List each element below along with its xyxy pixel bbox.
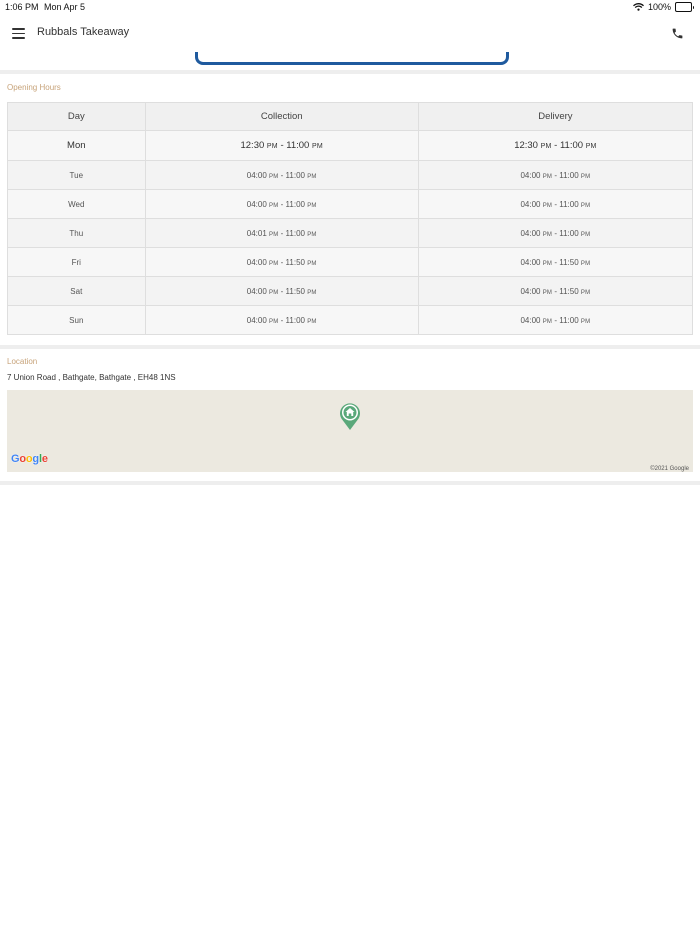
app-header	[0, 16, 700, 52]
start-time: 04:00	[520, 315, 541, 325]
start-time: 04:00	[246, 199, 267, 209]
hamburger-menu-icon[interactable]	[12, 28, 25, 39]
time-separator: -	[551, 140, 560, 151]
opening-hours-body	[8, 131, 693, 335]
end-period: PM	[580, 231, 591, 238]
end-time: 11:00	[559, 199, 579, 209]
collection-hours-cell	[145, 277, 418, 306]
start-period: PM	[269, 202, 279, 209]
start-period: PM	[542, 173, 553, 180]
home-map-pin-icon[interactable]	[338, 401, 362, 431]
google-logo: Google	[11, 453, 48, 465]
status-right	[633, 2, 694, 12]
end-time: 11:00	[559, 315, 579, 325]
map-copyright: ©2021 Google	[650, 466, 689, 472]
phone-icon[interactable]	[671, 27, 684, 40]
battery-icon	[675, 2, 694, 12]
collection-hours-cell	[145, 219, 418, 248]
day-cell: Thu	[8, 219, 146, 248]
time-separator: -	[278, 315, 286, 325]
end-period: PM	[585, 143, 597, 150]
status-date: Mon Apr 5	[44, 2, 86, 12]
table-row	[8, 277, 693, 306]
end-period: PM	[311, 143, 323, 150]
opening-hours-table	[7, 102, 693, 335]
start-period: PM	[542, 318, 553, 325]
end-time: 11:00	[559, 140, 584, 151]
end-time: 11:50	[285, 257, 305, 267]
start-time: 04:01	[246, 228, 267, 238]
start-period: PM	[542, 231, 553, 238]
end-period: PM	[307, 173, 317, 180]
time-separator: -	[552, 199, 560, 209]
start-time: 12:30	[514, 140, 538, 151]
end-period: PM	[307, 289, 317, 296]
end-period: PM	[580, 318, 591, 325]
end-time: 11:00	[285, 315, 305, 325]
start-period: PM	[542, 260, 553, 267]
column-header-collection: Collection	[145, 103, 418, 131]
end-period: PM	[307, 260, 317, 267]
section-divider	[0, 70, 700, 74]
end-period: PM	[307, 202, 317, 209]
table-row	[8, 248, 693, 277]
start-time: 04:00	[520, 286, 541, 296]
delivery-hours-cell	[418, 306, 692, 335]
end-time: 11:00	[285, 199, 305, 209]
start-period: PM	[269, 318, 279, 325]
end-period: PM	[580, 260, 591, 267]
table-row	[8, 219, 693, 248]
start-period: PM	[266, 143, 278, 150]
delivery-hours-cell	[418, 219, 692, 248]
collection-hours-cell	[145, 306, 418, 335]
start-time: 04:00	[520, 228, 541, 238]
location-map[interactable]	[7, 390, 693, 472]
start-period: PM	[540, 143, 552, 150]
end-time: 11:00	[559, 228, 579, 238]
status-time: 1:06 PM	[5, 2, 39, 12]
status-bar	[0, 0, 700, 16]
column-header-day: Day	[8, 103, 146, 131]
table-row	[8, 161, 693, 190]
start-period: PM	[542, 289, 553, 296]
end-time: 11:50	[559, 286, 579, 296]
day-cell: Wed	[8, 190, 146, 219]
time-separator: -	[278, 170, 286, 180]
delivery-hours-cell	[418, 190, 692, 219]
day-cell: Sat	[8, 277, 146, 306]
time-separator: -	[278, 286, 286, 296]
end-time: 11:00	[559, 170, 579, 180]
start-time: 04:00	[246, 170, 267, 180]
start-time: 04:00	[520, 199, 541, 209]
collection-hours-cell	[145, 248, 418, 277]
delivery-hours-cell	[418, 277, 692, 306]
location-label: Location	[7, 357, 38, 366]
start-time: 04:00	[246, 257, 267, 267]
wifi-icon	[633, 3, 644, 11]
time-separator: -	[552, 228, 560, 238]
start-time: 04:00	[520, 170, 541, 180]
time-separator: -	[552, 257, 560, 267]
delivery-hours-cell	[418, 161, 692, 190]
time-separator: -	[552, 286, 560, 296]
start-time: 04:00	[520, 257, 541, 267]
delivery-hours-cell	[418, 131, 692, 161]
start-time: 12:30	[240, 140, 265, 151]
section-divider	[0, 481, 700, 485]
day-cell: Fri	[8, 248, 146, 277]
collection-hours-cell	[145, 161, 418, 190]
collection-hours-cell	[145, 190, 418, 219]
hero-frame-bottom	[195, 52, 509, 65]
start-period: PM	[269, 289, 279, 296]
end-period: PM	[307, 231, 317, 238]
end-time: 11:50	[285, 286, 305, 296]
start-time: 04:00	[246, 315, 267, 325]
end-period: PM	[580, 289, 591, 296]
table-row	[8, 131, 693, 161]
end-time: 11:50	[559, 257, 579, 267]
column-header-delivery: Delivery	[418, 103, 692, 131]
table-row	[8, 306, 693, 335]
battery-percentage: 100%	[647, 2, 671, 12]
end-period: PM	[580, 202, 591, 209]
day-cell: Mon	[8, 131, 146, 161]
section-divider	[0, 345, 700, 349]
app-title: Rubbals Takeaway	[37, 26, 130, 38]
collection-hours-cell	[145, 131, 418, 161]
time-separator: -	[552, 170, 560, 180]
end-time: 11:00	[286, 140, 310, 151]
end-time: 11:00	[285, 228, 305, 238]
start-period: PM	[269, 231, 279, 238]
time-separator: -	[277, 140, 287, 151]
table-row	[8, 190, 693, 219]
day-cell: Tue	[8, 161, 146, 190]
start-time: 04:00	[246, 286, 267, 296]
start-period: PM	[269, 260, 279, 267]
opening-hours-label: Opening Hours	[7, 83, 61, 92]
end-period: PM	[580, 173, 591, 180]
time-separator: -	[278, 228, 286, 238]
time-separator: -	[278, 199, 286, 209]
time-separator: -	[552, 315, 560, 325]
table-header-row	[8, 103, 693, 131]
end-time: 11:00	[285, 170, 305, 180]
delivery-hours-cell	[418, 248, 692, 277]
day-cell: Sun	[8, 306, 146, 335]
start-period: PM	[269, 173, 279, 180]
end-period: PM	[307, 318, 317, 325]
location-address: 7 Union Road , Bathgate, Bathgate , EH48 1NS	[7, 373, 176, 382]
start-period: PM	[542, 202, 553, 209]
time-separator: -	[278, 257, 286, 267]
